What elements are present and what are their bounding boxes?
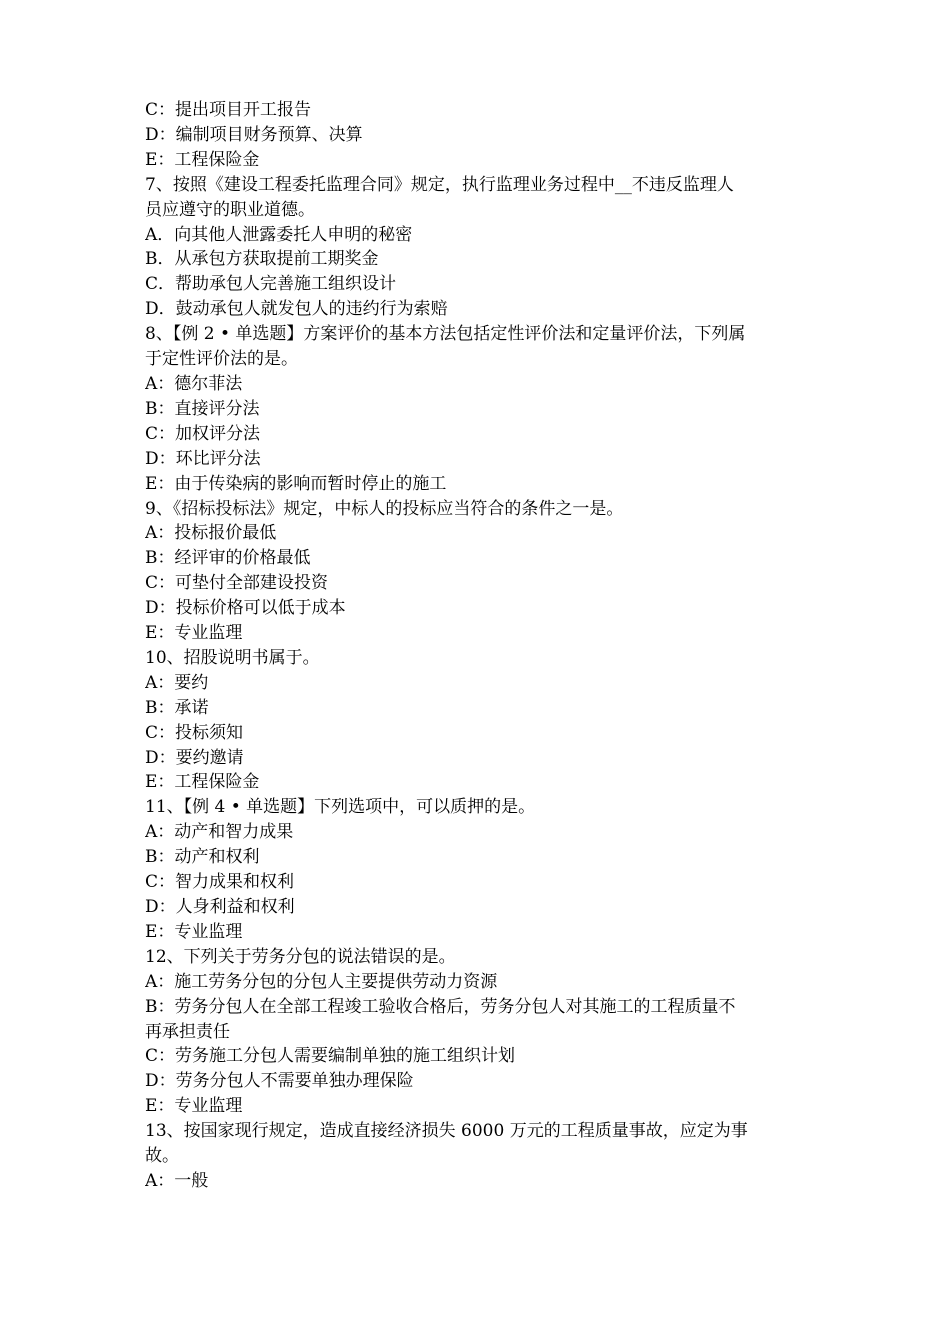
question-8-line: 于定性评价法的是。: [145, 349, 298, 370]
option-line: B：直接评分法: [145, 398, 260, 419]
option-line: E：专业监理: [145, 1096, 243, 1117]
option-line: E：工程保险金: [145, 772, 260, 793]
question-13-line: 故。: [145, 1146, 179, 1167]
option-line: E：工程保险金: [145, 149, 260, 170]
question-7-line: 7、按照《建设工程委托监理合同》规定，执行监理业务过程中__不违反监理人: [145, 174, 734, 195]
option-line: B：承诺: [145, 697, 209, 718]
option-line: C：投标须知: [145, 722, 244, 743]
option-line: D：投标价格可以低于成本: [145, 598, 346, 619]
option-line: A：投标报价最低: [145, 523, 277, 544]
question-13-line: 13、按国家现行规定，造成直接经济损失 6000 万元的工程质量事故，应定为事: [145, 1121, 748, 1142]
option-line: D：编制项目财务预算、决算: [145, 124, 363, 145]
option-line: B：动产和权利: [145, 847, 260, 868]
option-line: A：施工劳务分包的分包人主要提供劳动力资源: [145, 971, 498, 992]
option-line: A：要约: [145, 672, 209, 693]
option-line: E：由于传染病的影响而暂时停止的施工: [145, 473, 447, 494]
option-line: C：智力成果和权利: [145, 872, 295, 893]
option-line: E：专业监理: [145, 623, 243, 644]
option-line: D：要约邀请: [145, 747, 244, 768]
question-9-line: 9、《招标投标法》规定，中标人的投标应当符合的条件之一是。: [145, 498, 624, 519]
option-line: C：提出项目开工报告: [145, 100, 312, 120]
option-line: C：劳务施工分包人需要编制单独的施工组织计划: [145, 1046, 516, 1067]
option-line: D：环比评分法: [145, 448, 261, 469]
option-line: A：一般: [145, 1170, 209, 1191]
option-line: A．向其他人泄露委托人申明的秘密: [145, 224, 413, 245]
option-line: A：德尔菲法: [145, 373, 243, 394]
document-page: [145, 98, 813, 1194]
question-7-line: 员应遵守的职业道德。: [145, 199, 315, 220]
option-line: C．帮助承包人完善施工组织设计: [145, 274, 397, 295]
option-line: B．从承包方获取提前工期奖金: [145, 249, 379, 270]
question-8-line: 8、【例 2 • 单选题】方案评价的基本方法包括定性评价法和定量评价法，下列属: [145, 324, 746, 345]
option-line: C：可垫付全部建设投资: [145, 573, 329, 594]
option-line: B：劳务分包人在全部工程竣工验收合格后，劳务分包人对其施工的工程质量不: [145, 996, 736, 1017]
option-line: A：动产和智力成果: [145, 822, 294, 843]
question-10-line: 10、招股说明书属于。: [145, 647, 320, 668]
option-line: C：加权评分法: [145, 423, 261, 444]
question-11-line: 11、【例 4 • 单选题】下列选项中，可以质押的是。: [145, 797, 536, 818]
option-line: E：专业监理: [145, 921, 243, 942]
option-line: D．鼓动承包人就发包人的违约行为索赔: [145, 299, 448, 320]
option-line: B：经评审的价格最低: [145, 548, 311, 569]
option-line: D：劳务分包人不需要单独办理保险: [145, 1071, 414, 1092]
option-line: 再承担责任: [145, 1021, 230, 1042]
question-12-line: 12、下列关于劳务分包的说法错误的是。: [145, 946, 456, 967]
option-line: D：人身利益和权利: [145, 897, 295, 917]
